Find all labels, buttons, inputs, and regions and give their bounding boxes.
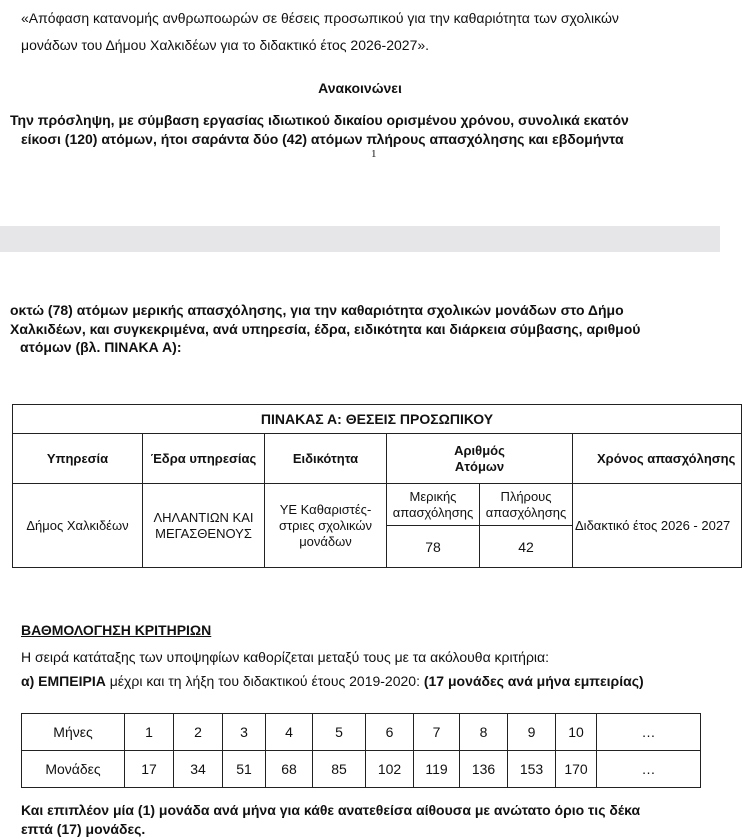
- header-count-line-1: Αριθμός: [454, 442, 505, 458]
- month-cell: 7: [414, 714, 460, 751]
- experience-label: α) ΕΜΠΕΙΡΙΑ: [21, 673, 106, 689]
- cell-seat-line-1: ΛΗΛΑΝΤΙΩΝ ΚΑΙ: [153, 509, 254, 525]
- header-seat: Έδρα υπηρεσίας: [143, 434, 265, 484]
- header-partial: [387, 484, 480, 526]
- paragraph-2-line-1: οκτώ (78) ατόμων μερικής απασχόλησης, για την καθαριότητα σχολικών μονάδων στο Δήμο: [10, 302, 624, 318]
- experience-line: [21, 671, 644, 691]
- months-row: [22, 714, 701, 751]
- paragraph-1-line-1: Την πρόσληψη, με σύμβαση εργασίας ιδιωτικού δικαίου ορισμένου χρόνου, συνολικά εκατόν: [10, 112, 629, 128]
- paragraph-2-line-2: Χαλκιδέων, και συγκεκριμένα, ανά υπηρεσία, έδρα, ειδικότητα και διάρκεια σύμβασης, αριθμού: [10, 321, 641, 337]
- points-cell: 119: [414, 751, 460, 788]
- cell-partial-value: 78: [387, 526, 480, 568]
- decision-title-line-2: μονάδων του Δήμου Χαλκιδέων για το διδακτικό έτος 2026-2027».: [21, 37, 430, 53]
- points-label: Μονάδες: [22, 751, 125, 788]
- cell-specialty-line-3: μονάδων: [299, 533, 352, 549]
- header-duration: Χρόνος απασχόλησης: [573, 434, 742, 484]
- decision-title-line-1: «Απόφαση κατανομής ανθρωποωρών σε θέσεις προσωπικού για την καθαριότητα των σχολικών: [21, 10, 619, 26]
- month-cell: 4: [266, 714, 313, 751]
- month-cell: 3: [223, 714, 266, 751]
- points-cell: 51: [223, 751, 266, 788]
- cell-service: Δήμος Χαλκιδέων: [13, 484, 143, 568]
- positions-table: [12, 404, 742, 568]
- points-cell: 34: [174, 751, 223, 788]
- header-partial-line-2: απασχόλησης: [392, 504, 474, 520]
- cell-specialty-line-1: ΥΕ Καθαριστές-: [279, 501, 372, 517]
- points-cell: 102: [366, 751, 414, 788]
- paragraph-1-line-2: είκοσι (120) ατόμων, ήτοι σαράντα δύο (42) ατόμων πλήρους απασχόλησης και εβδομήντα: [21, 131, 624, 147]
- bonus-line-1: Και επιπλέον μία (1) μονάδα ανά μήνα για κάθε ανατεθείσα αίθουσα με ανώτατο όριο τις δέκα: [21, 802, 641, 818]
- points-cell: 17: [125, 751, 174, 788]
- cell-seat: [143, 484, 265, 568]
- month-cell-ellipsis: …: [597, 714, 701, 751]
- points-cell-ellipsis: …: [597, 751, 701, 788]
- points-cell: 153: [508, 751, 556, 788]
- month-cell: 8: [460, 714, 508, 751]
- cell-full-value: 42: [480, 526, 573, 568]
- header-service: Υπηρεσία: [13, 434, 143, 484]
- header-full-line-1: Πλήρους: [500, 488, 552, 504]
- month-cell: 10: [556, 714, 597, 751]
- header-specialty: Ειδικότητα: [265, 434, 387, 484]
- page-number: 1: [371, 148, 377, 160]
- months-label: Μήνες: [22, 714, 125, 751]
- header-partial-line-1: Μερικής: [409, 488, 457, 504]
- criteria-intro: Η σειρά κατάταξης των υποψηφίων καθορίζεται μεταξύ τους με τα ακόλουθα κριτήρια:: [21, 649, 550, 665]
- header-count-line-2: Ατόμων: [454, 458, 505, 474]
- points-cell: 170: [556, 751, 597, 788]
- page-separator: [0, 226, 720, 252]
- criteria-heading: ΒΑΘΜΟΛΟΓΗΣΗ ΚΡΙΤΗΡΙΩΝ: [21, 622, 212, 638]
- cell-duration: Διδακτικό έτος 2026 - 2027: [573, 484, 742, 568]
- points-cell: 85: [313, 751, 366, 788]
- points-cell: 136: [460, 751, 508, 788]
- header-full: [480, 484, 573, 526]
- experience-text: μέχρι και τη λήξη του διδακτικού έτους 2019-2020:: [105, 673, 424, 689]
- header-count: [387, 434, 573, 484]
- cell-seat-line-2: ΜΕΓΑΣΘΕΝΟΥΣ: [155, 525, 252, 541]
- month-cell: 2: [174, 714, 223, 751]
- month-cell: 9: [508, 714, 556, 751]
- cell-specialty: [265, 484, 387, 568]
- experience-rate: (17 μονάδες ανά μήνα εμπειρίας): [423, 673, 644, 689]
- announces-heading: Ανακοινώνει: [318, 80, 402, 96]
- header-full-line-2: απασχόλησης: [485, 504, 567, 520]
- month-cell: 6: [366, 714, 414, 751]
- experience-points-table: [21, 713, 701, 788]
- points-row: [22, 751, 701, 788]
- bonus-line-2: επτά (17) μονάδες.: [21, 821, 146, 837]
- positions-table-title: ΠΙΝΑΚΑΣ Α: ΘΕΣΕΙΣ ΠΡΟΣΩΠΙΚΟΥ: [13, 405, 742, 434]
- points-cell: 68: [266, 751, 313, 788]
- month-cell: 5: [313, 714, 366, 751]
- month-cell: 1: [125, 714, 174, 751]
- cell-specialty-line-2: στριες σχολικών: [279, 517, 372, 533]
- paragraph-2-line-3: ατόμων (βλ. ΠΙΝΑΚΑ Α):: [20, 339, 182, 355]
